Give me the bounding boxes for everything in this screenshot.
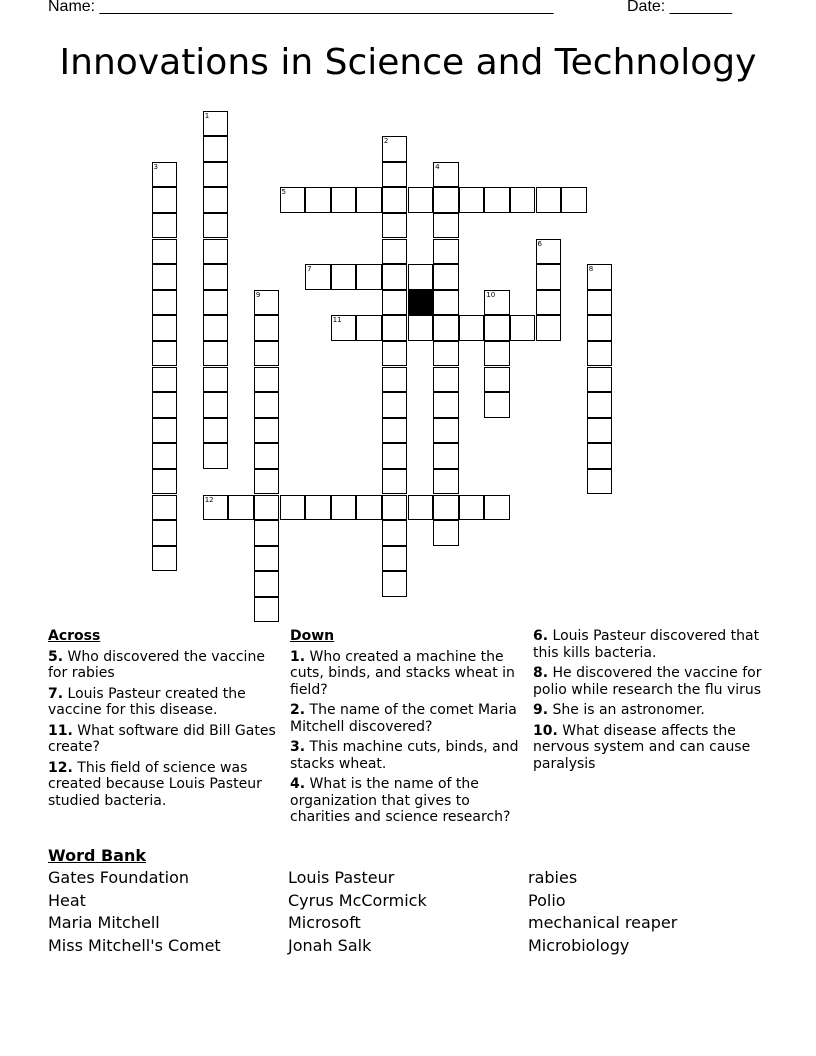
crossword-cell[interactable]: [152, 187, 178, 213]
word-bank-item: Miss Mitchell's Comet: [48, 935, 221, 955]
crossword-cell[interactable]: [254, 418, 280, 444]
crossword-cell[interactable]: [587, 315, 613, 341]
clue-down-8: [533, 665, 773, 698]
crossword-cell[interactable]: [152, 520, 178, 546]
crossword-cell[interactable]: [510, 187, 536, 213]
crossword-cell[interactable]: [152, 290, 178, 316]
clue-number-label: 10: [486, 290, 496, 299]
word-bank-item: rabies: [528, 868, 578, 887]
clue-across-5: [48, 649, 283, 682]
clue-number: 1.: [290, 648, 306, 665]
crossword-cell[interactable]: [331, 315, 357, 341]
clue-text: Who discovered the vaccine for rabies: [48, 648, 265, 681]
clue-number: 6.: [533, 628, 549, 644]
crossword-cell[interactable]: [356, 495, 382, 521]
crossword-cell[interactable]: [203, 443, 229, 469]
crossword-cell[interactable]: [152, 367, 178, 393]
crossword-cell[interactable]: [510, 315, 536, 341]
word-bank-column: [48, 867, 221, 957]
crossword-cell[interactable]: [203, 213, 229, 239]
down-heading: Down: [290, 628, 335, 644]
crossword-cell[interactable]: [331, 187, 357, 213]
crossword-cell[interactable]: [305, 187, 331, 213]
clue-number-label: 7: [307, 265, 312, 274]
word-bank-item: Microsoft: [288, 913, 361, 933]
crossword-cell[interactable]: [356, 187, 382, 213]
name-field[interactable]: Name: ___________________________________________________: [48, 0, 554, 15]
date-field[interactable]: Date: _______: [627, 0, 732, 15]
crossword-cell[interactable]: [203, 264, 229, 290]
crossword-cell[interactable]: [203, 290, 229, 316]
crossword-cell[interactable]: [484, 367, 510, 393]
crossword-cell[interactable]: [382, 546, 408, 572]
word-bank-item: Maria Mitchell: [48, 913, 160, 933]
clue-down-3: [290, 739, 526, 772]
across-heading: Across: [48, 628, 101, 644]
word-bank-item: Jonah Salk: [288, 935, 372, 955]
crossword-cell[interactable]: [152, 341, 178, 367]
crossword-cell[interactable]: [228, 495, 254, 521]
clue-number-label: 3: [153, 162, 158, 171]
clue-number: 3.: [290, 739, 306, 755]
crossword-cell[interactable]: [152, 418, 178, 444]
crossword-cell[interactable]: [203, 111, 229, 137]
crossword-cell[interactable]: [356, 264, 382, 290]
crossword-cell[interactable]: [536, 239, 562, 265]
word-bank-column: [528, 867, 677, 957]
clue-number: 7.: [48, 685, 64, 702]
crossword-cell[interactable]: [203, 495, 229, 521]
crossword-cell[interactable]: [433, 367, 459, 393]
clue-number-label: 5: [281, 188, 286, 197]
crossword-cell[interactable]: [382, 213, 408, 239]
crossword-cell[interactable]: [433, 315, 459, 341]
crossword-cell[interactable]: [254, 546, 280, 572]
crossword-cell[interactable]: [536, 290, 562, 316]
crossword-cell[interactable]: [382, 315, 408, 341]
clue-text: This field of science was created because Louis Pasteur studied bacteria.: [48, 759, 262, 809]
clue-text: The name of the comet Maria Mitchell discovered?: [290, 702, 517, 735]
crossword-cell[interactable]: [536, 187, 562, 213]
crossword-cell[interactable]: [254, 469, 280, 495]
crossword-cell[interactable]: [382, 341, 408, 367]
crossword-cell[interactable]: [459, 187, 485, 213]
crossword-cell[interactable]: [408, 187, 434, 213]
crossword-cell[interactable]: [331, 264, 357, 290]
crossword-cell[interactable]: [152, 495, 178, 521]
crossword-cell[interactable]: [152, 315, 178, 341]
crossword-cell[interactable]: [254, 315, 280, 341]
crossword-cell[interactable]: [152, 213, 178, 239]
crossword-cell[interactable]: [203, 315, 229, 341]
crossword-cell[interactable]: [382, 520, 408, 546]
crossword-cell[interactable]: [433, 239, 459, 265]
word-bank-item: Louis Pasteur: [288, 868, 395, 887]
clue-number-label: 2: [383, 137, 389, 146]
crossword-cell[interactable]: [408, 264, 434, 290]
clue-number-label: 9: [255, 290, 261, 299]
crossword-cell[interactable]: [433, 520, 459, 546]
crossword-cell[interactable]: [254, 495, 280, 521]
crossword-cell[interactable]: [382, 392, 408, 418]
crossword-cell[interactable]: [203, 418, 229, 444]
clue-number: 2.: [290, 702, 306, 718]
clue-down-6: [533, 628, 773, 661]
crossword-cell[interactable]: [484, 495, 510, 521]
crossword-cell[interactable]: [433, 469, 459, 495]
crossword-cell[interactable]: [203, 162, 229, 188]
clue-number-label: 4: [435, 162, 440, 171]
crossword-cell[interactable]: [152, 546, 178, 572]
clue-number-label: 12: [204, 495, 214, 504]
crossword-cell[interactable]: [408, 315, 434, 341]
clue-text: Louis Pasteur discovered that this kills bacteria.: [533, 628, 760, 661]
crossword-cell[interactable]: [433, 443, 459, 469]
clue-down-10: [533, 723, 773, 773]
crossword-cell[interactable]: [408, 495, 434, 521]
crossword-cell[interactable]: [356, 315, 382, 341]
crossword-cell[interactable]: [254, 367, 280, 393]
clue-number: 11.: [48, 722, 73, 739]
clue-text: Louis Pasteur created the vaccine for this disease.: [48, 685, 246, 718]
crossword-cell[interactable]: [484, 315, 510, 341]
crossword-cell[interactable]: [152, 162, 178, 188]
crossword-cell[interactable]: [587, 392, 613, 418]
word-bank-heading: Word Bank: [48, 846, 147, 865]
crossword-cell[interactable]: [254, 392, 280, 418]
word-bank-item: Polio: [528, 890, 566, 910]
clue-down-2: [290, 702, 526, 735]
crossword-cell[interactable]: [587, 418, 613, 444]
crossword-cell[interactable]: [433, 418, 459, 444]
page-title: Innovations in Science and Technology: [59, 42, 757, 83]
crossword-cell[interactable]: [484, 290, 510, 316]
clue-down-1: [290, 649, 526, 699]
clue-number-label: 1: [204, 111, 210, 120]
crossword-cell[interactable]: [433, 290, 459, 316]
crossword-cell[interactable]: [382, 136, 408, 162]
crossword-cell[interactable]: [484, 341, 510, 367]
clue-text: What software did Bill Gates create?: [48, 722, 276, 755]
crossword-cell[interactable]: [254, 520, 280, 546]
crossword-cell[interactable]: [587, 341, 613, 367]
word-bank-item: mechanical reaper: [528, 913, 678, 933]
crossword-cell[interactable]: [484, 187, 510, 213]
word-bank-item: Gates Foundation: [48, 868, 190, 887]
crossword-cell[interactable]: [433, 213, 459, 239]
crossword-cell[interactable]: [536, 315, 562, 341]
crossword-cell[interactable]: [433, 392, 459, 418]
clue-number: 5.: [48, 648, 64, 665]
crossword-cell[interactable]: [382, 443, 408, 469]
crossword-cell[interactable]: [152, 469, 178, 495]
crossword-cell[interactable]: [382, 495, 408, 521]
crossword-cell[interactable]: [459, 495, 485, 521]
crossword-cell[interactable]: [587, 367, 613, 393]
crossword-cell[interactable]: [536, 264, 562, 290]
crossword-cell[interactable]: [382, 162, 408, 188]
clue-across-12: [48, 760, 283, 810]
crossword-cell[interactable]: [152, 443, 178, 469]
crossword-cell[interactable]: [587, 264, 613, 290]
crossword-cell[interactable]: [587, 443, 613, 469]
clue-number: 4.: [290, 776, 306, 792]
crossword-cell[interactable]: [433, 162, 459, 188]
crossword-cell[interactable]: [331, 495, 357, 521]
clue-number: 8.: [533, 665, 549, 681]
clue-number: 12.: [48, 759, 73, 776]
crossword-cell[interactable]: [152, 239, 178, 265]
crossword-cell[interactable]: [433, 264, 459, 290]
clue-text: He discovered the vaccine for polio while research the flu virus: [533, 665, 762, 698]
crossword-cell[interactable]: [382, 290, 408, 316]
word-bank-item: Cyrus McCormick: [288, 890, 427, 910]
crossword-cell[interactable]: [382, 187, 408, 213]
word-bank-column: [288, 867, 427, 957]
crossword-cell[interactable]: [382, 239, 408, 265]
blocked-cell: [408, 290, 434, 316]
crossword-cell[interactable]: [254, 443, 280, 469]
clue-number-label: 6: [537, 239, 542, 248]
clue-across-11: [48, 723, 283, 756]
crossword-cell[interactable]: [305, 495, 331, 521]
down-clues-continued: [533, 628, 773, 776]
word-bank-item: Microbiology: [528, 935, 630, 955]
crossword-cell[interactable]: [203, 239, 229, 265]
crossword-cell[interactable]: [382, 418, 408, 444]
crossword-cell[interactable]: [203, 341, 229, 367]
clue-text: What is the name of the organization that gives to charities and science research?: [290, 776, 511, 825]
crossword-cell[interactable]: [587, 290, 613, 316]
crossword-cell[interactable]: [561, 187, 587, 213]
crossword-cell[interactable]: [382, 469, 408, 495]
crossword-cell[interactable]: [382, 571, 408, 597]
crossword-cell[interactable]: [433, 495, 459, 521]
crossword-cell[interactable]: [433, 187, 459, 213]
crossword-cell[interactable]: [587, 469, 613, 495]
clue-text: Who created a machine the cuts, binds, and stacks wheat in field?: [290, 648, 515, 698]
word-bank-item: Heat: [48, 890, 86, 910]
clue-text: This machine cuts, binds, and stacks wheat.: [290, 739, 519, 772]
clue-number: 9.: [533, 702, 549, 718]
clue-text: She is an astronomer.: [552, 702, 705, 718]
crossword-cell[interactable]: [280, 495, 306, 521]
clue-text: What disease affects the nervous system and can cause paralysis: [533, 722, 751, 772]
clue-number: 10.: [533, 722, 558, 739]
crossword-cell[interactable]: [280, 187, 306, 213]
clue-number-label: 11: [332, 316, 342, 325]
crossword-cell[interactable]: [254, 290, 280, 316]
crossword-cell[interactable]: [433, 341, 459, 367]
down-clues: [290, 628, 526, 830]
clue-number-label: 8: [588, 265, 594, 274]
crossword-cell[interactable]: [382, 264, 408, 290]
crossword-cell[interactable]: [382, 367, 408, 393]
clue-down-9: [533, 702, 773, 719]
crossword-cell[interactable]: [203, 367, 229, 393]
crossword-cell[interactable]: [254, 571, 280, 597]
crossword-cell[interactable]: [203, 187, 229, 213]
across-clues: [48, 628, 283, 813]
crossword-cell[interactable]: [152, 264, 178, 290]
crossword-cell[interactable]: [203, 392, 229, 418]
crossword-cell[interactable]: [305, 264, 331, 290]
crossword-cell[interactable]: [459, 315, 485, 341]
crossword-cell[interactable]: [152, 392, 178, 418]
clue-down-4: [290, 776, 526, 826]
crossword-cell[interactable]: [484, 392, 510, 418]
crossword-cell[interactable]: [203, 136, 229, 162]
crossword-cell[interactable]: [254, 597, 280, 623]
crossword-cell[interactable]: [254, 341, 280, 367]
clue-across-7: [48, 686, 283, 719]
